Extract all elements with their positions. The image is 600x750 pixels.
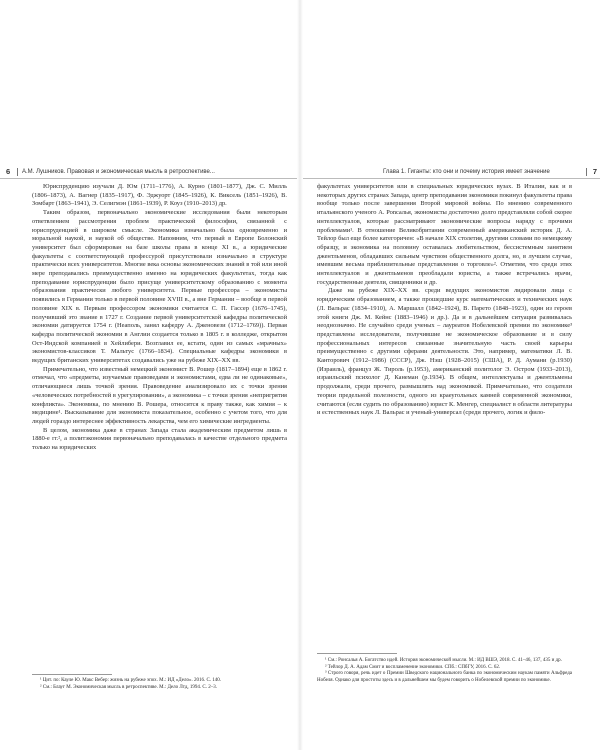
header-separator bbox=[586, 168, 587, 176]
footnote: ² Тейлор Д. А. Адам Смит и воспламенение экономики. СПб.: СПбГУ, 2016. С. 62. bbox=[325, 664, 501, 670]
right-running-head: Глава 1. Гиганты: кто они и почему история имеет значение bbox=[383, 169, 550, 175]
paragraph: В целом, экономика даже в странах Запада стала академическим предметом лишь в 1880-е гг.², а политэкономия первоначально преподавалась в качестве отдельного предмета только на юридических bbox=[32, 426, 287, 452]
left-page-body bbox=[32, 183, 287, 453]
paragraph: Даже на рубеже XIX–XX вв. среди ведущих экономистов лидировали лица с юридическим образованием, а также прошедшие курс математических и технических наук (Л. Вальрас (1834–1910), А. Маршалл (1842–1924), В. Парето (1848–1923), один из героев этой книги Дж. М. Кейнс (1883–1946) и др.). Да и в дальнейшем ситуация развивалась неоднозначно. Не случайно среди ученых – лауреатов Нобелевской премии по экономике³ представлены исследователи, получившие не экономическое образование и в силу профессиональных интересов связанные значительную часть своей карьеры преимущественно с другими сферами деятельности. Это, например, математики Л. В. Канторович (1912–1986) (СССР), Дж. Нэш (1928–2015) (США), Р. Д. Аумани (р.1930) (Израиль), француз Ж. Тироль (р.1953), американский политолог Э. Остром (1933–2013), израильский психолог Д. Канеман (р.1934). В общем, интеллектуалы и джентльмены продолжали, среди прочего, размышлять над экономикой. Примечательно, что создатели теории предельной полезности, одного из краеугольных камней современной экономики, считаются (если судить по образованию) юрист К. Менгер, специалист в области литературы и естественных наук Л. Вальрас и ученый-универсал (среди прочего, логик и фило- bbox=[317, 287, 572, 417]
right-footnotes bbox=[317, 658, 572, 684]
right-page-body bbox=[317, 183, 572, 418]
footnote: ³ Строго говоря, речь идет о Премии Шведского национального банка по экономическим наукам памяти Альфреда Нобеля. Однако для простоты здесь и в дальнейшем мы будем говорить о Нобелевской премии по экономике. bbox=[317, 671, 572, 683]
left-running-head: А.М. Лушников. Правовая и экономическая мысль в ретроспективе... bbox=[22, 169, 215, 175]
left-page-number: 6 bbox=[6, 167, 11, 176]
header-separator bbox=[17, 168, 18, 176]
right-page-number: 7 bbox=[592, 167, 597, 176]
footnote: ¹ См.: Ронcалья А. Богатство идей. История экономической мысли. М.: ИД ВШЭ, 2018. С. 41–46, 137, 435 и др. bbox=[325, 658, 562, 663]
footnote-rule bbox=[317, 653, 397, 654]
footnote-rule bbox=[32, 674, 112, 675]
paragraph: Примечательно, что известный немецкий экономист В. Рошер (1817–1894) еще в 1862 г. отмечал, что «предметы, изучаемые правоведами и экономистами, едва ли не одинаковые», отличающиеся лишь точкой зрения. Правоведение анализировало их с точки зрения «человеческих потребностей в урегулировании», а экономика – с точки зрения «непригрятия конфликта». Экономика, по мнению В. Рошера, относится к праву также, как химия – к медицине¹. Высказывание для экономиста показательное, особенно с учетом того, что для людей гораздо интереснее эффективность лекарства, чем его химические ингредиенты. bbox=[32, 365, 287, 425]
left-page bbox=[0, 166, 297, 750]
left-running-header bbox=[0, 166, 297, 179]
footnote: ² См.: Блауг М. Экономическая мысль в ретроспективе. М.: Дело Лтд, 1994. С. 2–3. bbox=[40, 684, 218, 690]
paragraph: Юриспруденцию изучали Д. Юм (1711–1776), А. Курно (1801–1877), Дж. С. Милль (1806–1873), А. Вагнер (1835–1917), Ф. Эджуорт (1845–1926), К. Виксель (1851–1926), В. Зомбарт (1863–1941), Э. Селигмэн (1861–1939), Р. Коуз (1910–2013) др. bbox=[32, 183, 287, 208]
right-running-header bbox=[303, 166, 600, 179]
paragraph: факультетах университетов или в специальных юридических вузах. В Италии, как и в некоторых других странах Запада, центр преподавания экономики покинул факультеты права вообще только после завершения Второй мировой войны. По мнению современного итальянского ученого А. Роncалья, экономисты достаточно долго представляли собой скорее интеллектуалов, которые рассматривают экономические вопросы наряду с прочими проблемами¹. В отношение Великобритании современный американский историк Д. А. Тейлор был еще более категоричен: «В начале XIX столетия, другими словами по немецкому образцу, и экономика на половину оставалась любительством, бессистемным занятием джентльменов, обладавших сильным чувством общественного долга, но, в лучшем случае, имевшим весьма приблизительные представления о торговле»². Отметим, что среди этих интеллектуалов и джентльменов преобладали юристы, а также встречались врачи, государственные деятели, священники и др. bbox=[317, 183, 572, 286]
right-page bbox=[303, 166, 600, 750]
left-footnotes bbox=[32, 678, 287, 691]
paragraph: Таким образом, первоначально экономические исследования были некоторым ответвлением рассмотрения проблем практической философии, связанной с юриспруденцией в широком смысле. Экономика изначально была одновременно и моральной наукой, и наукой об обществе. Напомним, что первый в Европе Болонский университет был сформирован на базе школы права в конце XI в., а юридические факультеты с соответствующей профессурой присутствовали изначально в структуре практически всех университетов. Многие века основы экономических знаний в той или иной мере преподавались преимущественно именно на юридических факультетах, тогда как преподавание юриспруденции было присуще университетскому образованию с момента образования практически любого университета. Первые профессора – экономисты появились в Германии только в первой половине XVIII в., а вне Германии – вообще в первой половине XIX в. Первым профессором экономики считается С. П. Гассер (1676–1745), получивший это звание в 1727 г. Создание первой университетской кафедры политической экономии датируется 1754 г. (Неаполь, занял кафедру А. Дженовези (1712–1769)). Первая кафедра политической экономии в Англии создается только в 1805 г. в колледже, открытом Ост-Индской компанией в Хейлибери. Возглавил ее, кстати, один из самых «мрачных» экономистов-классиков Т. Мальтус (1766–1834). Специальные кафедры экономики в ведущих британских университетах создавались уже на рубеже XIX–XX вв. bbox=[32, 209, 287, 365]
footnote: ¹ Цит. по: Кауле Ю. Макс Вебер: жизнь на рубеже эпох. М.: ИД «Дело». 2016. С. 140. bbox=[40, 678, 222, 683]
